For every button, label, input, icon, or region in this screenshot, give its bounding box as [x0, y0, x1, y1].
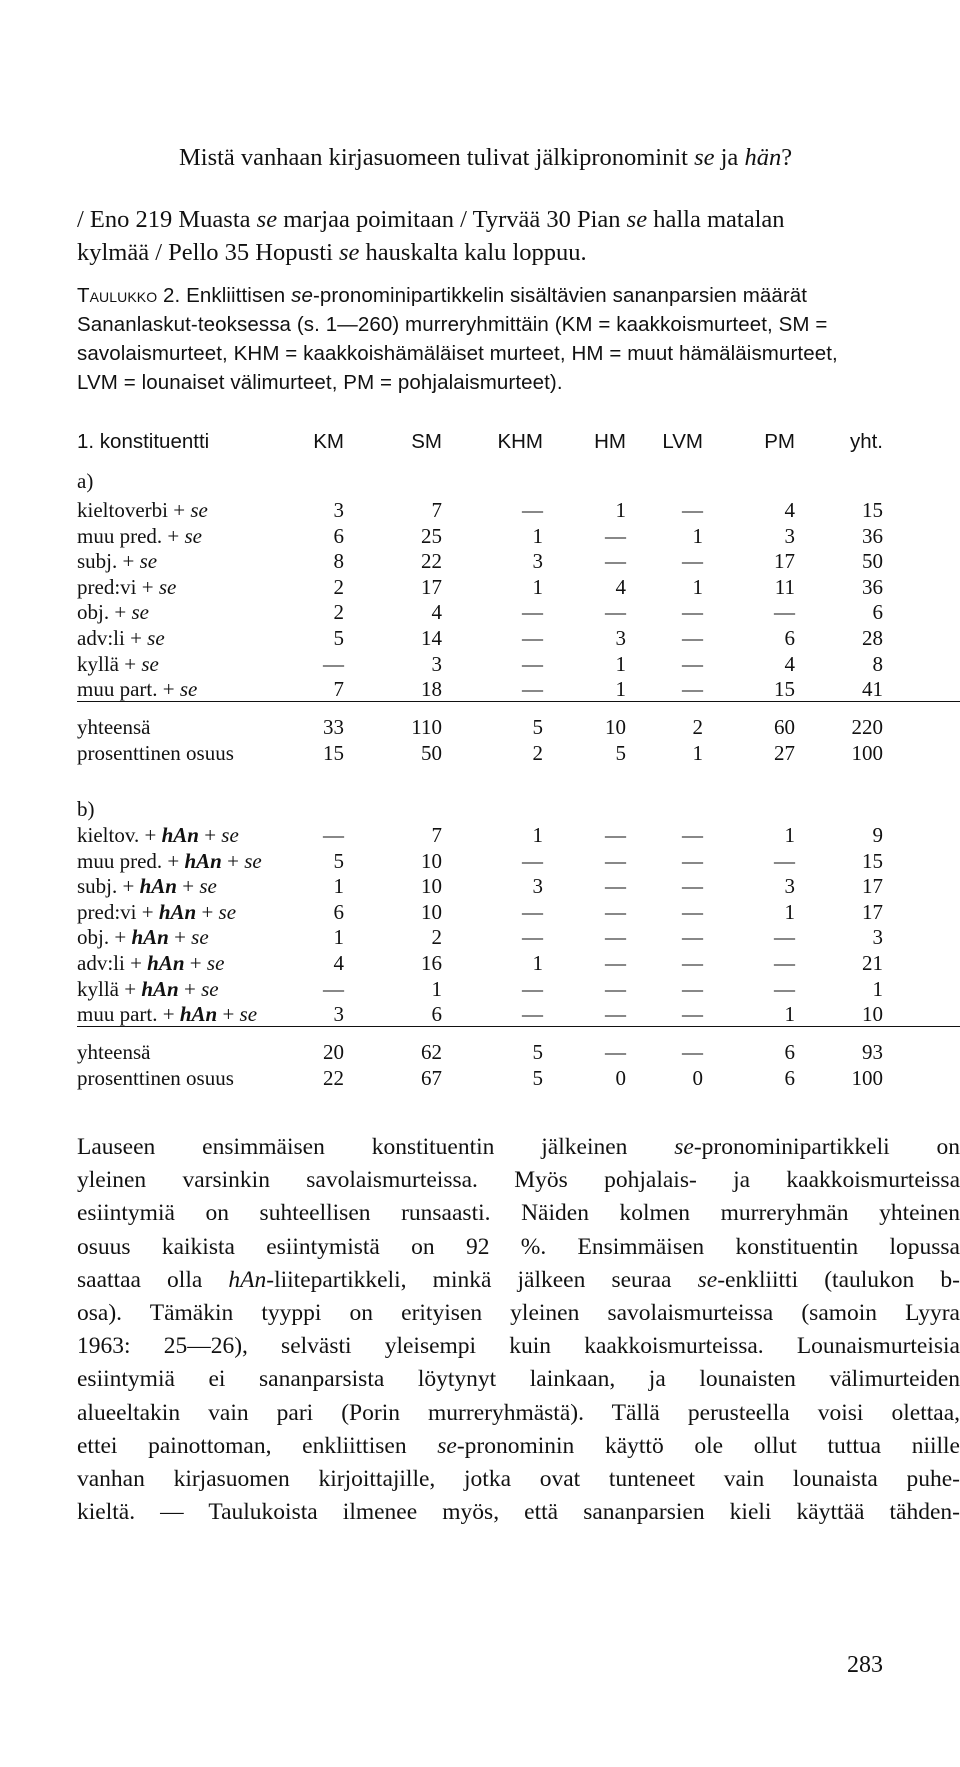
table-cell: —	[682, 1040, 703, 1064]
caption-line: LVM = lounaiset välimurteet, PM = pohjalaismurteet).	[77, 371, 563, 394]
table-total-row	[0, 1038, 960, 1066]
row-label: muu part. + hAn + se	[77, 1002, 258, 1027]
table-cell: 3	[615, 626, 626, 650]
table-cell: 1	[784, 823, 795, 847]
row-label: muu pred. + se	[77, 523, 202, 548]
table-row	[0, 547, 960, 575]
table-cell: —	[522, 626, 543, 650]
table-cell: 17	[774, 549, 795, 574]
table-cell: 3	[333, 1002, 344, 1027]
table-cell: 1	[431, 976, 442, 1001]
body-line: esiintymiä on suhteellisen runsaasti. Näiden kolmen murreryhmän yhteinen	[77, 1200, 960, 1227]
table-cell: 62	[421, 1040, 442, 1064]
body-line: 1963: 25—26), selvästi yleisempi kuin kaakkoismurteissa. Lounaismurteisia	[77, 1333, 960, 1360]
table-row	[0, 598, 960, 626]
table-cell: 3	[532, 874, 543, 899]
table-cell: 1	[333, 874, 344, 899]
table-cell: —	[774, 925, 795, 950]
table-cell: 2	[333, 600, 344, 625]
section-label	[0, 795, 960, 823]
table-total-row	[0, 739, 960, 767]
table-cell: —	[682, 925, 703, 950]
table-cell: 21	[862, 951, 883, 975]
table-cell: KHM	[497, 430, 543, 453]
table-cell: 2	[431, 925, 442, 950]
table-cell: 1	[784, 1002, 795, 1027]
table-cell: 5	[532, 715, 543, 739]
table-row	[0, 949, 960, 977]
table-cell: 17	[862, 899, 883, 924]
table-cell: 7	[431, 823, 442, 847]
table-cell: —	[323, 976, 344, 1001]
table-cell: 3	[784, 523, 795, 548]
table-cell: —	[682, 899, 703, 924]
table-cell: 7	[431, 498, 442, 522]
table-cell: 1	[532, 574, 543, 599]
table-cell: 14	[421, 626, 442, 650]
table-cell: 6	[872, 600, 883, 625]
table-cell: —	[522, 600, 543, 625]
table-cell: 4	[615, 574, 626, 599]
table-cell: 41	[862, 677, 883, 702]
table-cell: —	[682, 848, 703, 873]
table-cell: —	[682, 498, 703, 522]
table-cell: —	[682, 626, 703, 650]
table-cell: 25	[421, 523, 442, 548]
table-cell: —	[522, 925, 543, 950]
table-cell: 15	[774, 677, 795, 702]
body-line: vanhan kirjasuomen kirjoittajille, jotka ovat tunteneet vain lounaista puhe-	[77, 1466, 960, 1492]
table-row	[0, 872, 960, 900]
table-cell: 1	[692, 740, 703, 765]
caption-line: savolaismurteet, KHM = kaakkoishämäläiset murteet, HM = muut hämäläismurteet,	[77, 342, 838, 365]
table-cell: 1	[872, 976, 883, 1001]
intro-line: / Eno 219 Muasta se marjaa poimitaan / Tyrvää 30 Pian se halla matalan	[77, 206, 785, 233]
table-cell: 67	[421, 1065, 442, 1090]
table-cell: 7	[333, 677, 344, 702]
table-cell: —	[605, 549, 626, 574]
table-cell: 22	[421, 549, 442, 574]
table-row	[0, 496, 960, 524]
table-cell: —	[682, 677, 703, 702]
table-cell: 33	[323, 715, 344, 739]
table-cell: yht.	[849, 430, 883, 453]
table-cell: 6	[431, 1002, 442, 1027]
table-cell: 2	[333, 574, 344, 599]
table-cell: KM	[313, 430, 344, 453]
table-cell: —	[682, 951, 703, 975]
table-cell: 5	[615, 740, 626, 765]
table-cell: —	[323, 823, 344, 847]
table-cell: 100	[851, 740, 883, 765]
table-cell: —	[605, 874, 626, 899]
table-cell: 36	[862, 574, 883, 599]
table-cell: 1	[692, 523, 703, 548]
body-line: esiintymiä ei sananparsista löytynyt lainkaan, ja lounaisten välimurteiden	[77, 1366, 960, 1393]
section-label-text: a)	[77, 469, 94, 493]
table-cell: 17	[862, 874, 883, 899]
table-cell: 2	[532, 740, 543, 765]
table-cell: —	[605, 523, 626, 548]
table-cell: —	[605, 1002, 626, 1027]
table-cell: —	[605, 899, 626, 924]
table-cell: —	[605, 1040, 626, 1064]
table-cell: 4	[431, 600, 442, 625]
table-cell: 16	[421, 951, 442, 975]
row-label: kieltov. + hAn + se	[77, 823, 239, 847]
row-label: 1. konstituentti	[77, 430, 210, 453]
table-header-row	[0, 428, 960, 456]
table-cell: —	[522, 1002, 543, 1027]
table-cell: 1	[615, 651, 626, 676]
table-cell: 1	[333, 925, 344, 950]
table-cell: 50	[421, 740, 442, 765]
table-cell: 110	[411, 715, 442, 739]
table-cell: 50	[862, 549, 883, 574]
table-cell: —	[522, 677, 543, 702]
table-cell: 6	[333, 899, 344, 924]
table-rule	[77, 701, 960, 702]
table-cell: 10	[421, 874, 442, 899]
table-cell: HM	[594, 430, 626, 453]
table-cell: 6	[784, 626, 795, 650]
row-label: kyllä + se	[77, 651, 159, 676]
row-label: yhteensä	[77, 1040, 151, 1064]
table-cell: 3	[532, 549, 543, 574]
table-cell: 3	[431, 651, 442, 676]
table-cell: —	[682, 976, 703, 1001]
table-row	[0, 923, 960, 951]
body-line: saattaa olla hAn-liitepartikkeli, minkä jälkeen seuraa se-enkliitti (taulukon b-	[77, 1266, 960, 1293]
table-cell: —	[522, 976, 543, 1001]
table-cell: 22	[323, 1065, 344, 1090]
table-cell: —	[605, 976, 626, 1001]
row-label: pred:vi + hAn + se	[77, 899, 237, 924]
body-line: osuus kaikista esiintymistä on 92 %. Ensimmäisen konstituentin lopussa	[77, 1233, 960, 1260]
table-cell: 11	[774, 574, 795, 599]
table-cell: 1	[615, 498, 626, 522]
row-label: pred:vi + se	[77, 574, 177, 599]
table-total-row	[0, 713, 960, 741]
table-rule	[77, 1026, 960, 1027]
table-cell: —	[682, 600, 703, 625]
table-cell: —	[682, 823, 703, 847]
table-cell: —	[605, 925, 626, 950]
body-line: osa). Tämäkin tyyppi on erityisen yleinen savolaismurteissa (samoin Lyyra	[77, 1300, 960, 1326]
table-row	[0, 650, 960, 678]
table-cell: 5	[333, 626, 344, 650]
row-label: muu pred. + hAn + se	[77, 848, 262, 873]
table-cell: —	[605, 848, 626, 873]
table-cell: 6	[333, 523, 344, 548]
table-cell: —	[522, 848, 543, 873]
table-cell: 28	[862, 626, 883, 650]
page-number: 283	[847, 1652, 883, 1678]
table-cell: 220	[851, 715, 883, 739]
table-cell: 27	[774, 740, 795, 765]
table-cell: 1	[532, 951, 543, 975]
table-cell: LVM	[662, 430, 703, 453]
table-cell: 1	[532, 823, 543, 847]
table-cell: 100	[851, 1065, 883, 1090]
table-cell: 36	[862, 523, 883, 548]
table-cell: 1	[692, 574, 703, 599]
table-cell: —	[682, 1002, 703, 1027]
table-cell: —	[774, 951, 795, 975]
row-label: adv:li + hAn + se	[77, 951, 225, 975]
table-total-row	[0, 1064, 960, 1092]
running-header: Mistä vanhaan kirjasuomeen tulivat jälkipronominit se ja hän?	[179, 144, 793, 171]
table-cell: —	[682, 651, 703, 676]
body-line: ettei painottoman, enkliittisen se-pronominin käyttö ole ollut tuttua niille	[77, 1432, 960, 1459]
caption-line: Taulukko 2. Enkliittisen se-pronominipartikkelin sisältävien sananparsien määrät	[77, 284, 808, 307]
table-cell: —	[774, 600, 795, 625]
table-cell: 4	[333, 951, 344, 975]
row-label: muu part. + se	[77, 677, 198, 702]
table-cell: 6	[784, 1065, 795, 1090]
table-cell: —	[774, 976, 795, 1001]
table-cell: —	[323, 651, 344, 676]
table-cell: 1	[615, 677, 626, 702]
table-cell: 10	[421, 848, 442, 873]
table-cell: —	[522, 498, 543, 522]
table-cell: 4	[784, 498, 795, 522]
intro-line: kylmää / Pello 35 Hopusti se hauskalta kalu loppuu.	[77, 239, 587, 266]
body-line: Lauseen ensimmäisen konstituentin jälkeinen se-pronominipartikkeli on	[77, 1134, 960, 1160]
table-cell: 60	[774, 715, 795, 739]
row-label: yhteensä	[77, 715, 151, 739]
row-label: subj. + hAn + se	[77, 874, 217, 899]
table-cell: 6	[784, 1040, 795, 1064]
table-row	[0, 847, 960, 875]
table-row	[0, 898, 960, 926]
table-cell: PM	[764, 430, 795, 453]
table-cell: 3	[784, 874, 795, 899]
table-row	[0, 1000, 960, 1028]
table-cell: 15	[862, 498, 883, 522]
table-row	[0, 573, 960, 601]
table-cell: 5	[532, 1040, 543, 1064]
table-cell: 5	[333, 848, 344, 873]
section-label-text: b)	[77, 797, 95, 821]
row-label: prosenttinen osuus	[77, 740, 234, 765]
body-line: alueeltakin vain pari (Porin murreryhmästä). Tällä perusteella voisi olettaa,	[77, 1399, 960, 1426]
table-cell: 20	[323, 1040, 344, 1064]
table-row	[0, 624, 960, 652]
table-cell: 10	[421, 899, 442, 924]
row-label: obj. + se	[77, 600, 149, 625]
table-cell: 0	[615, 1065, 626, 1090]
table-cell: 3	[872, 925, 883, 950]
table-cell: 5	[532, 1065, 543, 1090]
table-cell: 1	[532, 523, 543, 548]
table-row	[0, 522, 960, 550]
table-cell: —	[682, 549, 703, 574]
table-cell: 2	[692, 715, 703, 739]
table-cell: 4	[784, 651, 795, 676]
row-label: adv:li + se	[77, 626, 165, 650]
row-label: subj. + se	[77, 549, 158, 574]
body-line: yleinen varsinkin savolaismurteissa. Myös pohjalais- ja kaakkoismurteissa	[77, 1167, 960, 1194]
table-cell: 8	[872, 651, 883, 676]
table-row	[0, 821, 960, 849]
table-cell: —	[605, 600, 626, 625]
table-cell: —	[522, 651, 543, 676]
table-cell: —	[682, 874, 703, 899]
table-cell: 9	[872, 823, 883, 847]
caption-line: Sananlaskut-teoksessa (s. 1—260) murreryhmittäin (KM = kaakkoismurteet, SM =	[77, 313, 828, 336]
table-cell: 3	[333, 498, 344, 522]
table-cell: —	[774, 848, 795, 873]
row-label: obj. + hAn + se	[77, 925, 209, 950]
table-cell: 10	[862, 1002, 883, 1027]
row-label: kyllä + hAn + se	[77, 976, 219, 1001]
section-label	[0, 467, 960, 495]
table-cell: 0	[692, 1065, 703, 1090]
row-label: kieltoverbi + se	[77, 498, 208, 522]
table-cell: 93	[862, 1040, 883, 1064]
table-cell: 8	[333, 549, 344, 574]
table-cell: 17	[421, 574, 442, 599]
body-line: kieltä. — Taulukoista ilmenee myös, että sananparsien kieli käyttää tähden-	[77, 1499, 960, 1526]
table-row	[0, 975, 960, 1003]
table-cell: 10	[605, 715, 626, 739]
table-cell: 18	[421, 677, 442, 702]
row-label: prosenttinen osuus	[77, 1065, 234, 1090]
table-cell: 15	[323, 740, 344, 765]
table-cell: SM	[411, 430, 442, 453]
table-cell: 1	[784, 899, 795, 924]
table-cell: 15	[862, 848, 883, 873]
table-cell: —	[605, 823, 626, 847]
table-row	[0, 675, 960, 703]
table-cell: —	[522, 899, 543, 924]
table-cell: —	[605, 951, 626, 975]
